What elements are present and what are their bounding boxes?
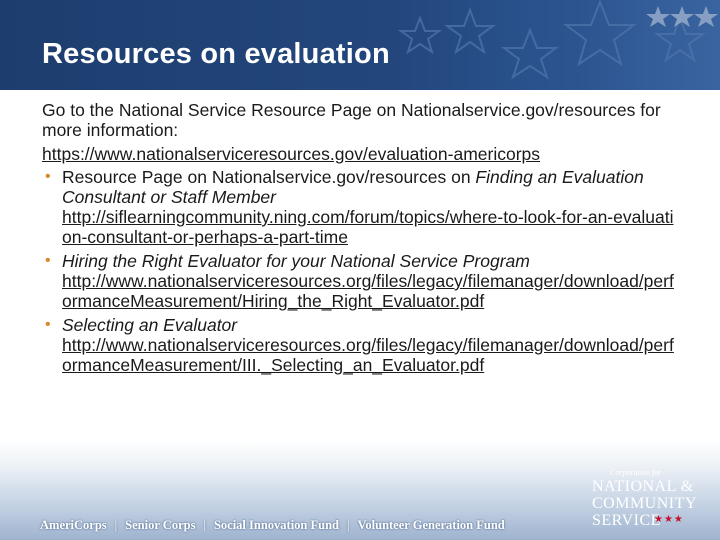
resource-link[interactable]: http://www.nationalserviceresources.org/files/legacy/filemanager/download/performanceMeasurement/III._Selecting_an_Evaluator.pdf <box>62 335 674 375</box>
separator: | <box>203 518 206 532</box>
logo-line-2: COMMUNITY <box>592 495 697 512</box>
star-icon <box>566 2 634 64</box>
program-senior-corps: Senior Corps <box>125 518 196 532</box>
separator: | <box>347 518 350 532</box>
bullet-icon: • <box>45 316 51 333</box>
star-icon <box>646 6 670 27</box>
logo-line-1: NATIONAL & <box>592 478 694 495</box>
intro-link[interactable]: https://www.nationalserviceresources.gov/evaluation-americorps <box>42 144 541 164</box>
slide-title: Resources on evaluation <box>42 38 390 70</box>
resource-title: Selecting an Evaluator <box>62 315 238 335</box>
star-icon <box>447 10 493 52</box>
list-item <box>42 251 678 311</box>
resource-link[interactable]: http://siflearningcommunity.ning.com/forum/topics/where-to-look-for-an-evaluation-consultant-or-perhaps-a-part-time <box>62 207 674 247</box>
cncs-logo <box>592 468 702 532</box>
star-icon <box>401 18 439 52</box>
bullet-icon: • <box>45 168 51 185</box>
resource-list <box>42 167 678 375</box>
resource-title: Finding an Evaluation Consultant or Staff Member <box>62 167 644 207</box>
logo-line-3: SERVICE <box>592 512 661 529</box>
separator: | <box>114 518 118 532</box>
resource-title: Hiring the Right Evaluator for your National Service Program <box>62 251 530 271</box>
resource-link[interactable]: http://www.nationalserviceresources.org/files/legacy/filemanager/download/performanceMeasurement/Hiring_the_Right_Evaluator.pdf <box>62 271 674 311</box>
list-item <box>42 315 678 375</box>
program-volunteer-generation-fund: Volunteer Generation Fund <box>357 518 505 532</box>
bullet-icon: • <box>45 252 51 269</box>
list-item <box>42 167 678 247</box>
intro-text: Go to the National Service Resource Page on Nationalservice.gov/resources for more information: <box>42 100 661 140</box>
program-americorps: AmeriCorps <box>40 518 107 532</box>
resource-text: Resource Page on Nationalservice.gov/resources on <box>62 167 476 187</box>
logo-small-text: Corporation for <box>610 468 662 477</box>
program-bar <box>40 518 505 533</box>
program-social-innovation-fund: Social Innovation Fund <box>213 518 339 532</box>
star-icon <box>504 30 556 77</box>
star-icon <box>694 6 718 27</box>
logo-stars-icon: ★★★ <box>654 514 684 525</box>
slide-body <box>42 100 678 379</box>
slide-header <box>0 0 720 90</box>
